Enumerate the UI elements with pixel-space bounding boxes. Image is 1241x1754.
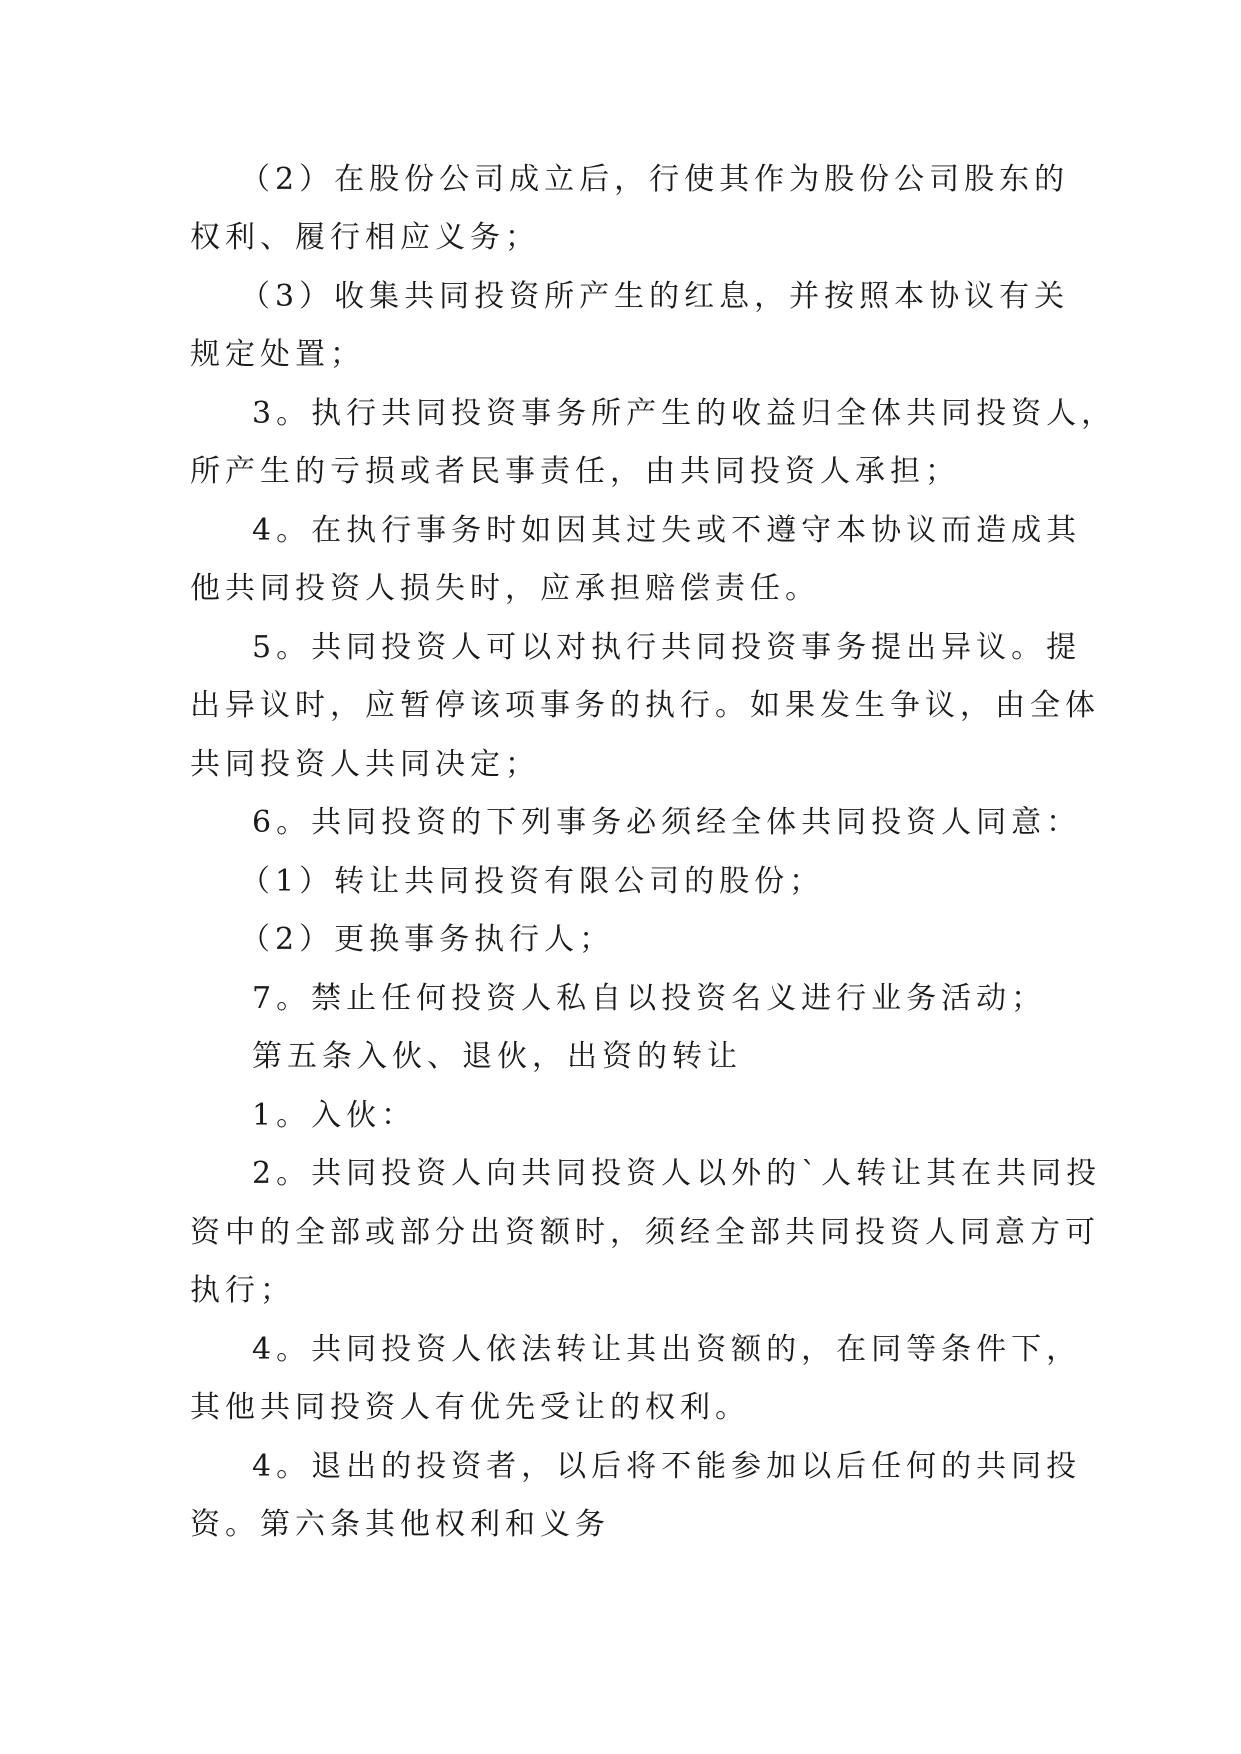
text-line: 其他共同投资人有优先受让的权利。 <box>190 1390 750 1425</box>
text-line: 7。禁止任何投资人私自以投资名义进行业务活动； <box>252 981 1047 1016</box>
text-line: 2。共同投资人向共同投资人以外的`人转让其在共同投 <box>252 1156 1102 1191</box>
text-line: 6。共同投资的下列事务必须经全体共同投资人同意： <box>252 805 1082 840</box>
text-line: 4。退出的投资者，以后将不能参加以后任何的共同投 <box>252 1449 1082 1484</box>
text-line: 3。执行共同投资事务所产生的收益归全体共同投资人， <box>252 396 1117 431</box>
section-heading: 第五条入伙、退伙，出资的转让 <box>252 1039 742 1074</box>
text-line: （3）收集共同投资所产生的红息，并按照本协议有关 <box>240 279 1070 314</box>
text-line: 共同投资人共同决定； <box>190 747 540 782</box>
text-line: 出异议时，应暂停该项事务的执行。如果发生争议，由全体 <box>190 688 1100 723</box>
text-line: 规定处置； <box>190 337 365 372</box>
text-line: 4。在执行事务时如因其过失或不遵守本协议而造成其 <box>252 513 1082 548</box>
text-line: 所产生的亏损或者民事责任，由共同投资人承担； <box>190 454 960 489</box>
text-line: 4。共同投资人依法转让其出资额的，在同等条件下， <box>252 1332 1082 1367</box>
text-line: 权利、履行相应义务； <box>190 220 540 255</box>
text-line: （1）转让共同投资有限公司的股份； <box>240 864 825 899</box>
text-line: （2）在股份公司成立后，行使其作为股份公司股东的 <box>240 162 1070 197</box>
text-line: 1。入伙： <box>252 1098 417 1133</box>
text-line: 资中的全部或部分出资额时，须经全部共同投资人同意方可 <box>190 1215 1100 1250</box>
text-line: 5。共同投资人可以对执行共同投资事务提出异议。提 <box>252 630 1082 665</box>
text-line: 资。第六条其他权利和义务 <box>190 1507 610 1542</box>
text-line: 执行； <box>190 1273 295 1308</box>
text-line: （2）更换事务执行人； <box>240 922 615 957</box>
text-line: 他共同投资人损失时，应承担赔偿责任。 <box>190 571 820 606</box>
